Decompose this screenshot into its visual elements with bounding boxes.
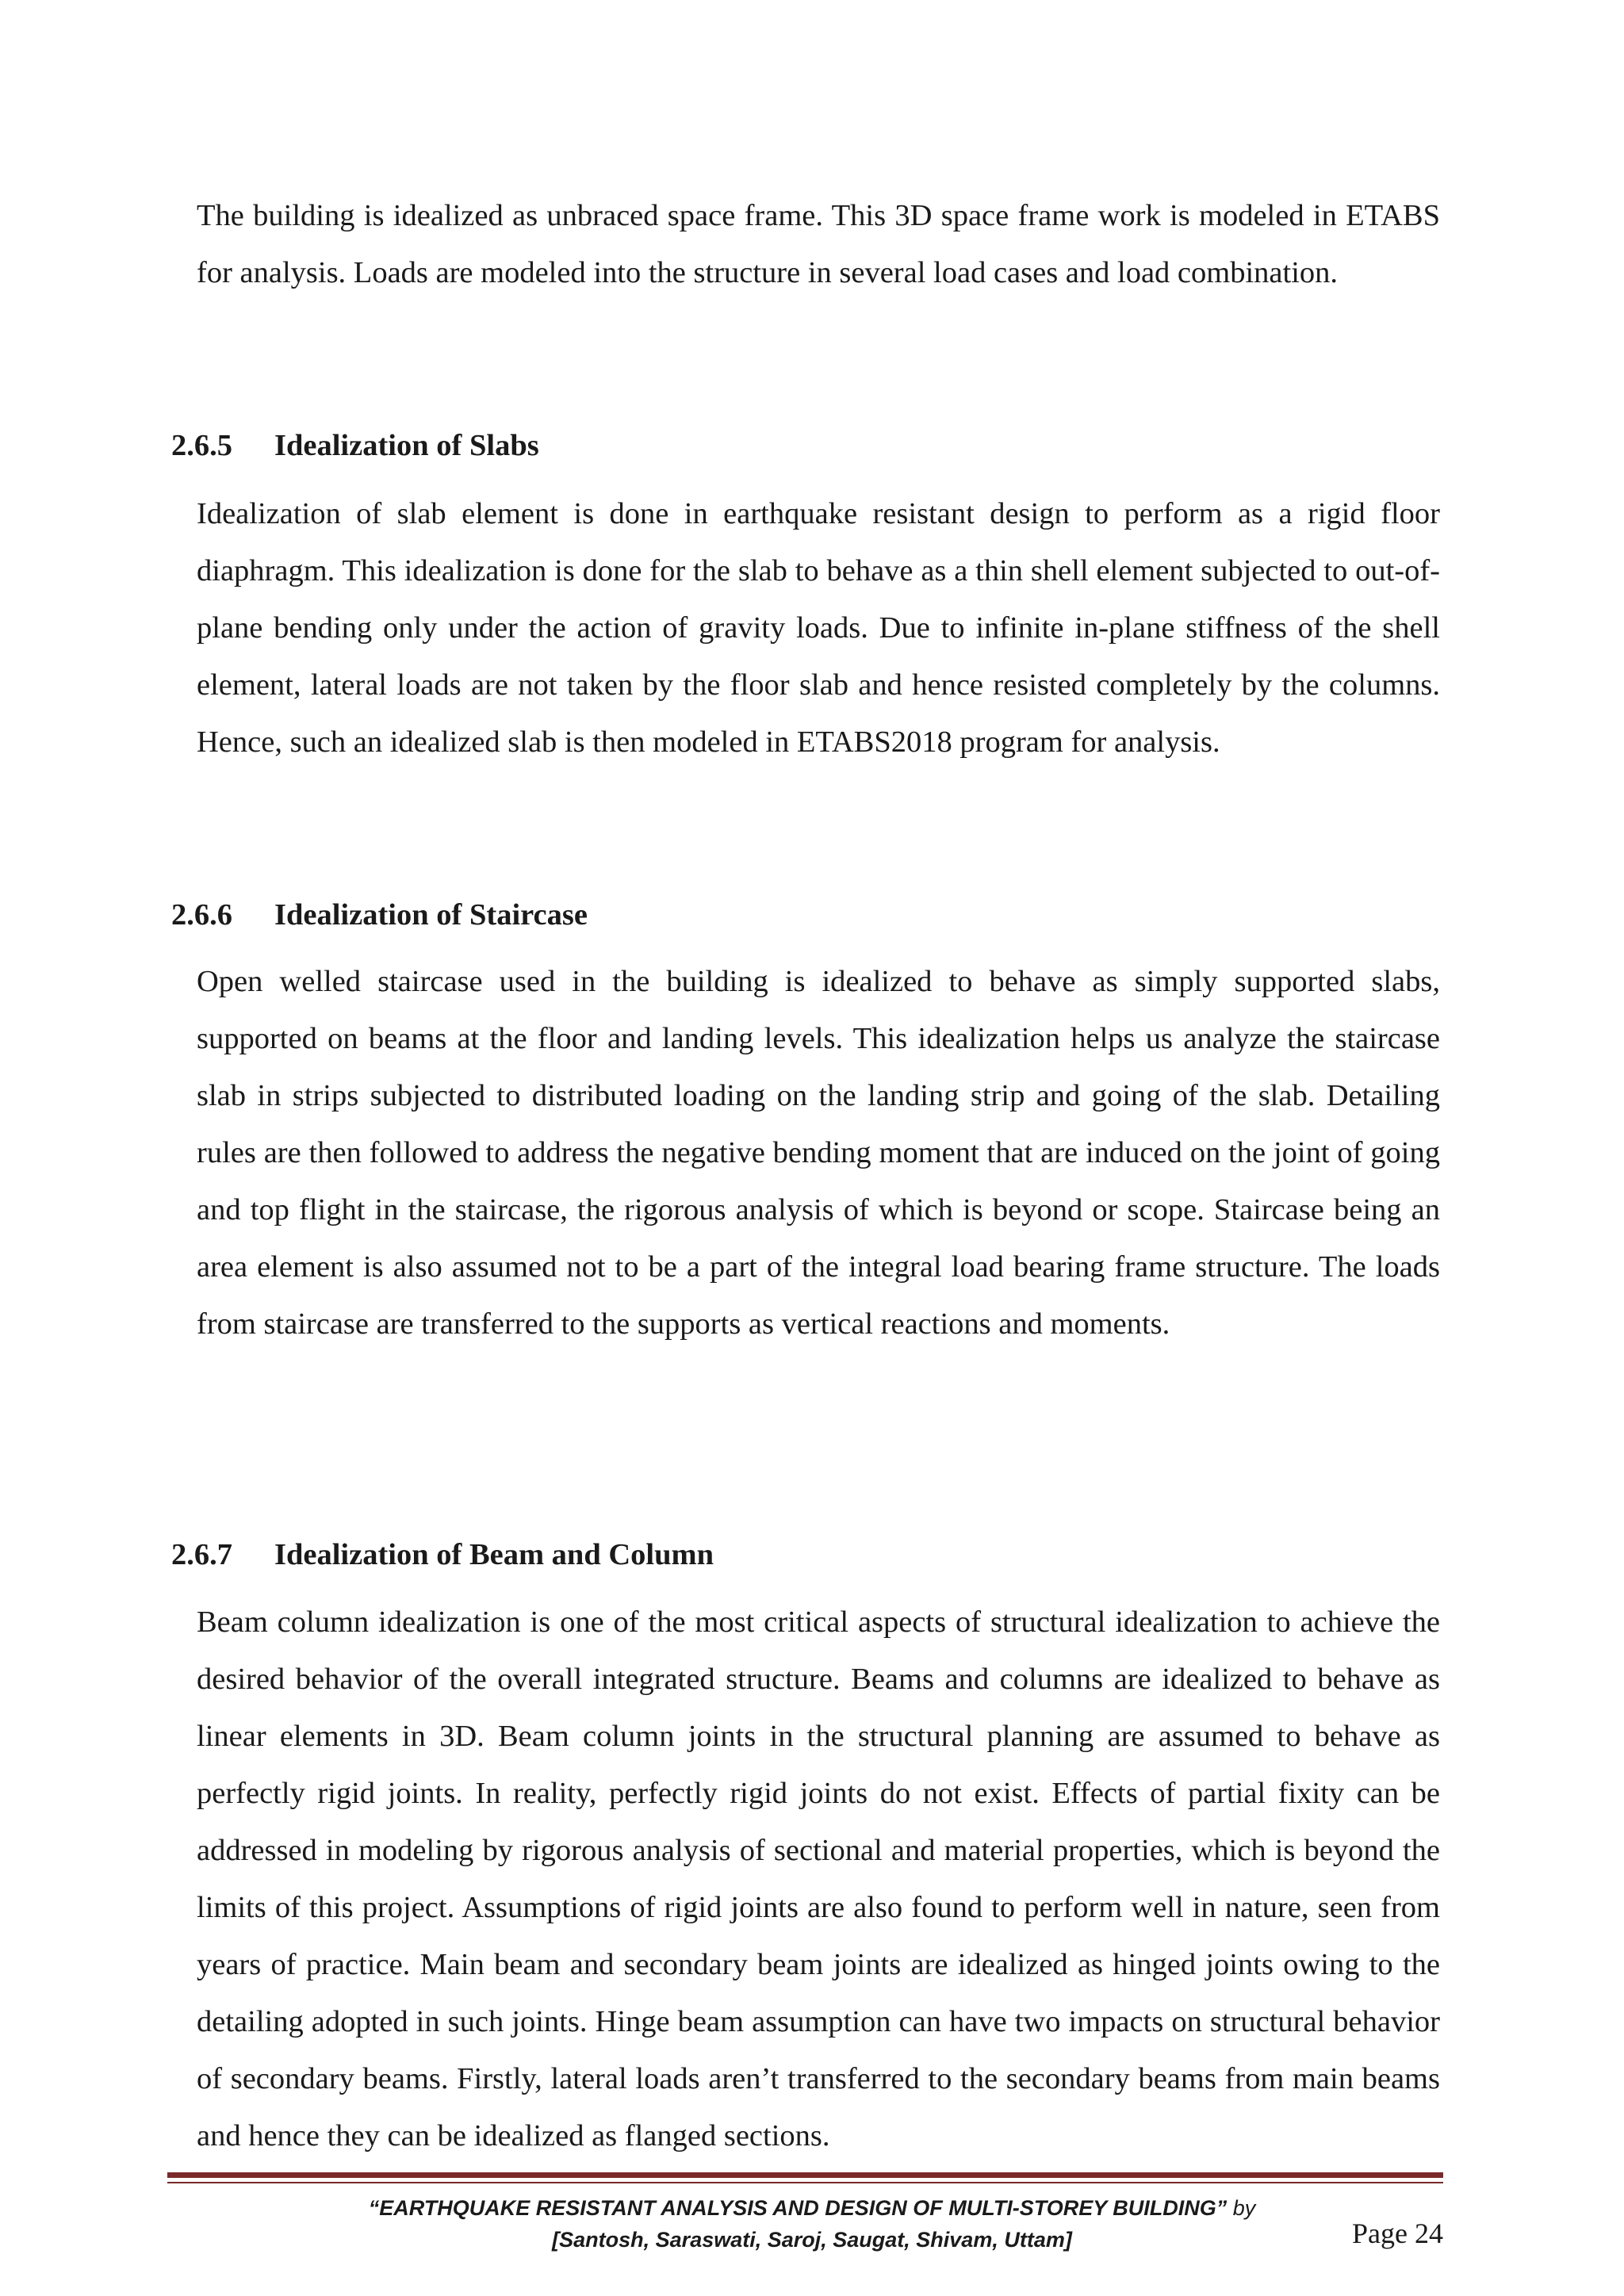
section-number: 2.6.7 <box>171 1538 232 1571</box>
section-number: 2.6.6 <box>171 898 232 932</box>
footer-by: by <box>1227 2196 1256 2220</box>
footer-authors: [Santosh, Saraswati, Saroj, Saugat, Shivam, Uttam] <box>552 2228 1072 2252</box>
section-heading-slabs <box>171 422 539 469</box>
intro-paragraph: The building is idealized as unbraced space frame. This 3D space frame work is modeled in ETABS for analysis. Loads are modeled into the structure in several load cases and load combination. <box>197 199 1440 289</box>
section-heading-beam-column <box>171 1531 714 1578</box>
footer-title: “EARTHQUAKE RESISTANT ANALYSIS AND DESIGN OF MULTI-STOREY BUILDING” <box>368 2196 1228 2220</box>
footer-rule-thick <box>167 2172 1443 2178</box>
page-number: Page 24 <box>1352 2218 1443 2249</box>
section-paragraph-slabs: Idealization of slab element is done in earthquake resistant design to perform as a rigid floor diaphragm. This idealization is done for the slab to behave as a thin shell element subjected to out-of-plane bending only under the action of gravity loads. Due to infinite in-plane stiffness of the shell element, lateral loads are not taken by the floor slab and hence resisted completely by the columns. Hence, such an idealized slab is then modeled in ETABS2018 program for analysis. <box>197 497 1440 759</box>
section-paragraph-beam-column: Beam column idealization is one of the most critical aspects of structural idealization to achieve the desired behavior of the overall integrated structure. Beams and columns are idealized to behave as linear elements in 3D. Beam column joints in the structural planning are assumed to behave as perfectly rigid joints. In reality, perfectly rigid joints do not exist. Effects of partial fixity can be addressed in modeling by rigorous analysis of sectional and material properties, which is beyond the limits of this project. Assumptions of rigid joints are also found to perform well in nature, seen from years of practice. Main beam and secondary beam joints are idealized as hinged joints owing to the detailing adopted in such joints. Hinge beam assumption can have two impacts on structural behavior of secondary beams. Firstly, lateral loads aren’t transferred to the secondary beams from main beams and hence they can be idealized as flanged sections. <box>197 1605 1440 2152</box>
footer-rule-thin <box>167 2182 1443 2183</box>
section-title: Idealization of Staircase <box>274 898 588 932</box>
section-number: 2.6.5 <box>171 429 232 462</box>
section-title: Idealization of Beam and Column <box>274 1538 714 1571</box>
section-heading-staircase <box>171 891 588 939</box>
section-paragraph-staircase: Open welled staircase used in the building is idealized to behave as simply supported slabs, supported on beams at the floor and landing levels. This idealization helps us analyze the staircase slab in strips subjected to distributed loading on the landing strip and going of the slab. Detailing rules are then followed to address the negative bending moment that are induced on the joint of going and top flight in the staircase, the rigorous analysis of which is beyond or scope. Staircase being an area element is also assumed not to be a part of the integral load bearing frame structure. The loads from staircase are transferred to the supports as vertical reactions and moments. <box>197 965 1440 1341</box>
section-title: Idealization of Slabs <box>274 429 539 462</box>
